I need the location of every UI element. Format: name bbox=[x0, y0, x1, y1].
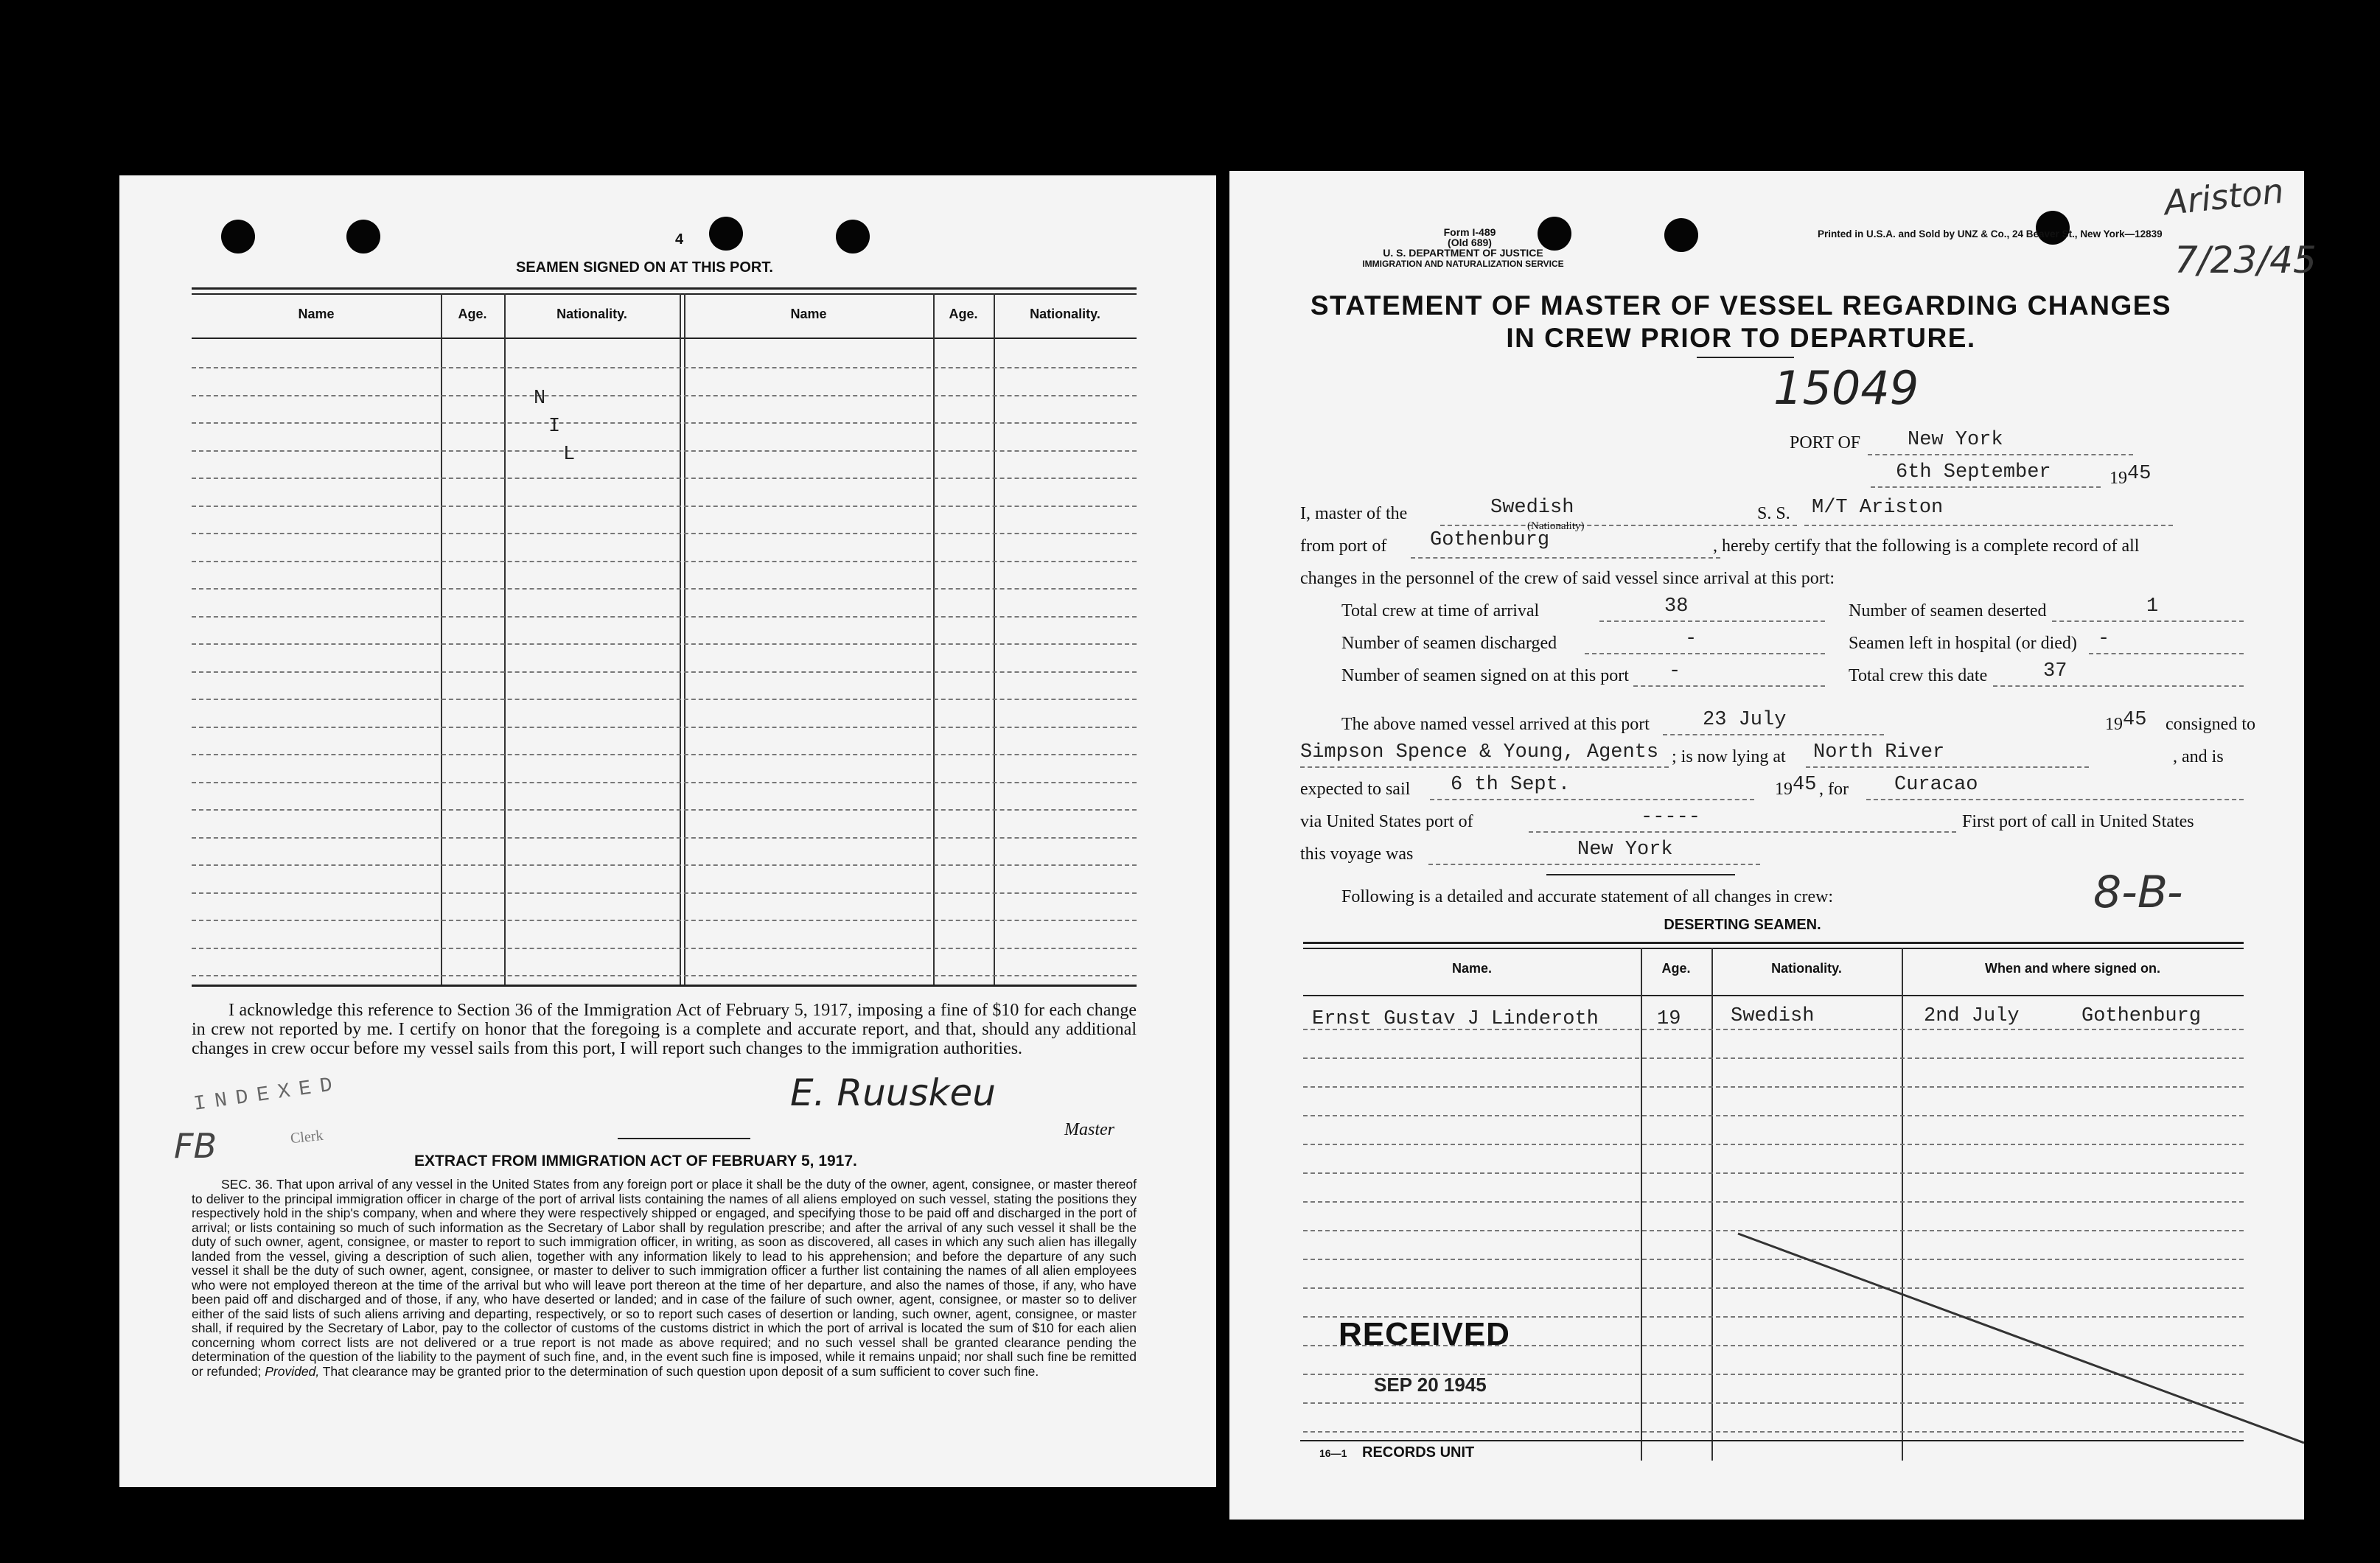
agents-value: Simpson Spence & Young, Agents bbox=[1300, 741, 1659, 763]
total-arrival-value: 38 bbox=[1664, 595, 1689, 618]
arrived-value: 23 July bbox=[1703, 709, 1787, 731]
deserter-nationality: Swedish bbox=[1731, 1005, 1815, 1027]
table-row-rule bbox=[192, 948, 1137, 949]
deserter-name: Ernst Gustav J Linderoth bbox=[1312, 1008, 1599, 1030]
sail-year: 45 bbox=[1793, 774, 1817, 796]
total-date-value: 37 bbox=[2043, 660, 2067, 682]
punch-hole bbox=[836, 220, 870, 253]
deserter-signed-place: Gothenburg bbox=[2081, 1005, 2202, 1027]
acknowledgement-text: I acknowledge this reference to Section 36 of the Immigration Act of February 5, 1917, imposing a fine of $10 for each change in crew not reported by me. I certify on honor that the foregoing is a complete and accurate report, and that, should any additional changes in crew occur before my vessel sails from this port, I will report such changes to the immigration authorities. bbox=[192, 1001, 1137, 1058]
records-unit-stamp: RECORDS UNIT bbox=[1362, 1444, 1475, 1461]
date-value: 6th September bbox=[1896, 461, 2051, 483]
right-page: Form I-489 (Old 689) U. S. DEPARTMENT OF JUSTICE IMMIGRATION AND NATURALIZATION SERVICE Printed in U.S.A. and Sold by UNZ & Co., 24 Beaver St., New York—12839 Ariston 7/23/45 STATEMENT OF MASTER OF VESSEL REGARDING CHANGES IN CREW PRIOR TO DEPARTURE. 15049 PORT OF New York 6th September 19 45 I, master of the Swedish (Nationality) S. S. M/T Ariston from port of Gothenburg , hereby certify that the following is a complete record of all changes in the personnel of the crew of said vessel since arrival at this port: Total crew at time of arrival 38 Number of seamen deserted 1 Number of seamen discharged - Seamen left in hospital (or died) - Number of seamen signed on at this port - Total crew this date 37 The above named vessel arrived at this port 23 July 19 45 consigned to Simpson Spence & Young, Agents ; is now lying at North River , and is expected to sail 6 th Sept. 19 45 , for Curacao via United States port of ----- First port of call in United States this voyage was New York Following is a detailed and accurate statement of all changes in crew: 8-B- DESERTING SEAMEN. Name. Age. Nationality. When and where signed on. Ernst Gustav J Linderoth 19 Swedish 2nd July Gothenburg RECEIVED SEP 20 1945 16—1 RECORDS UNIT bbox=[1229, 171, 2304, 1520]
hospital-value: - bbox=[2098, 628, 2110, 650]
handwritten-number: 15049 bbox=[1773, 361, 1919, 415]
table-row-rule bbox=[192, 671, 1137, 673]
col-nationality-header: Nationality. bbox=[556, 307, 627, 321]
received-date-stamp: SEP 20 1945 bbox=[1374, 1374, 1487, 1396]
punch-hole bbox=[709, 217, 743, 251]
table-row-rule bbox=[192, 920, 1137, 921]
printer-line: Printed in U.S.A. and Sold by UNZ & Co., 24 Beaver St., New York—12839 bbox=[1818, 228, 2163, 239]
table-row-rule bbox=[192, 422, 1137, 424]
master-signature: E. Ruuskeu bbox=[790, 1071, 996, 1114]
arrived-year: 45 bbox=[2123, 709, 2147, 731]
ship-name-value: M/T Ariston bbox=[1812, 497, 1944, 519]
master-of-label: I, master of the bbox=[1300, 504, 1408, 523]
form-title: STATEMENT OF MASTER OF VESSEL REGARDING CHANGES bbox=[1310, 290, 2172, 321]
col-nationality-header: Nationality. bbox=[1030, 307, 1100, 321]
signed-on-value: - bbox=[1669, 660, 1681, 682]
from-port-value: Gothenburg bbox=[1430, 529, 1550, 551]
nationality-value: Swedish bbox=[1490, 497, 1574, 519]
extract-title: EXTRACT FROM IMMIGRATION ACT OF FEBRUARY 5, 1917. bbox=[414, 1153, 857, 1169]
discharged-value: - bbox=[1685, 628, 1697, 650]
deserter-age: 19 bbox=[1657, 1008, 1681, 1030]
nil-letter: L bbox=[563, 444, 576, 466]
table-row-rule bbox=[192, 643, 1137, 645]
department-header: U. S. DEPARTMENT OF JUSTICE IMMIGRATION AND NATURALIZATION SERVICE bbox=[1362, 247, 1564, 269]
deserted-value: 1 bbox=[2146, 595, 2159, 618]
table-row-rule bbox=[192, 478, 1137, 479]
handwritten-ship-name: Ariston bbox=[2162, 170, 2286, 223]
col-age-header: Age. bbox=[1661, 961, 1691, 976]
for-value: Curacao bbox=[1894, 774, 1978, 796]
date-year: 45 bbox=[2127, 463, 2152, 485]
table-row-rule bbox=[192, 561, 1137, 562]
stamp-initials: FB bbox=[174, 1126, 217, 1166]
deserting-title: DESERTING SEAMEN. bbox=[1664, 917, 1821, 933]
punch-hole bbox=[346, 220, 380, 253]
form-title-line2: IN CREW PRIOR TO DEPARTURE. bbox=[1506, 323, 1976, 353]
nil-letter: I bbox=[548, 416, 561, 438]
col-nationality-header: Nationality. bbox=[1771, 961, 1842, 976]
col-name-header: Name. bbox=[1451, 961, 1493, 976]
handwritten-code: 8-B- bbox=[2093, 867, 2183, 918]
from-port-label: from port of bbox=[1300, 536, 1387, 556]
table-row-rule bbox=[192, 727, 1137, 728]
col-age-header: Age. bbox=[458, 307, 487, 321]
handwritten-date: 7/23/45 bbox=[2174, 239, 2317, 282]
col-age-header: Age. bbox=[949, 307, 978, 321]
col-signed-on-header: When and where signed on. bbox=[1984, 961, 2161, 976]
voyage-value: New York bbox=[1577, 839, 1673, 861]
lying-value: North River bbox=[1813, 741, 1945, 763]
table-row-rule bbox=[192, 616, 1137, 618]
footer-code: 16—1 bbox=[1319, 1447, 1347, 1459]
port-label: PORT OF bbox=[1790, 433, 1861, 452]
punch-hole bbox=[221, 220, 255, 253]
table-row-rule bbox=[192, 754, 1137, 755]
section-title: SEAMEN SIGNED ON AT THIS PORT. bbox=[516, 259, 773, 276]
table-row-rule bbox=[192, 864, 1137, 866]
table-row-rule bbox=[192, 892, 1137, 894]
table-row-rule bbox=[192, 699, 1137, 700]
table-row-rule bbox=[192, 450, 1137, 452]
table-row-rule bbox=[192, 782, 1137, 783]
form-header: Form I-489 (Old 689) bbox=[1443, 226, 1496, 248]
table-row-rule bbox=[192, 588, 1137, 590]
expected-value: 6 th Sept. bbox=[1451, 774, 1571, 796]
port-value: New York bbox=[1908, 429, 2003, 451]
nil-letter: N bbox=[534, 388, 546, 410]
indexed-stamp: INDEXED bbox=[192, 1073, 343, 1116]
col-name-header: Name bbox=[298, 307, 335, 321]
clerk-label: Clerk bbox=[289, 1127, 324, 1147]
deserter-signed-date: 2nd July bbox=[1924, 1005, 2020, 1027]
page-number: 4 bbox=[675, 231, 684, 248]
table-row-rule bbox=[192, 533, 1137, 534]
table-row-rule bbox=[192, 506, 1137, 507]
table-row-rule bbox=[192, 837, 1137, 839]
table-row-rule bbox=[192, 975, 1137, 976]
col-name-header: Name bbox=[790, 307, 827, 321]
left-page bbox=[119, 175, 1216, 1487]
table-row-rule bbox=[192, 367, 1137, 368]
via-value: ----- bbox=[1641, 806, 1701, 828]
table-row-rule bbox=[192, 395, 1137, 396]
received-stamp: RECEIVED bbox=[1339, 1316, 1510, 1352]
section-36-text: SEC. 36. That upon arrival of any vessel in the United States from any foreign port or place it shall be the duty of the owner, agent, consignee, or master thereof to deliver to the principal immigration officer in charge of the port of arrival lists containing the names of all aliens employed on such vessel, stating the positions they respectively hold in the ship's company, when and where they were respectively shipped or engaged, and specifying those to be paid off and discharged in the port of arrival; or lists containing so much of such information as the Secretary of Labor shall by regulation prescribe; and after the arrival of any such vessel it shall be the duty of such owner, agent, consignee, or master to report to such immigration officer, in writing, as soon as discovered, all cases in which any such alien has illegally landed from the vessel, giving a description of such alien, together with any information likely to lead to his apprehension; and before the departure of any such vessel it shall be the duty of such owner, agent, consignee, or master to deliver to such immigration officer a further list containing the names of all alien employees who were not employed thereon at the time of the arrival but who will leave port thereon at the time of her departure, and also the names of those, if any, who have been paid off and discharged and of those, if any, who have deserted or landed; and in case of the failure of such owner, agent, consignee, or master so to deliver either of the said lists of such aliens arriving and departing, respectively, or so to report such cases of desertion or landing, such owner, agent, consignee, or master shall, if required by the Secretary of Labor, pay to the collector of customs of the customs district in which the port of arrival is located the sum of $10 for each alien concerning whom correct lists are not delivered or a true report is not made as above required; and no such vessel shall be granted clearance pending the determination of the question of the liability to the payment of such fine, and, in the event such fine is imposed, while it remains unpaid; nor shall such fine be remitted or refunded; Provided, That clearance may be granted prior to the determination of such question upon deposit of a sum sufficient to cover such fine. bbox=[192, 1177, 1137, 1379]
table-row-rule bbox=[192, 809, 1137, 811]
master-label: Master bbox=[1064, 1120, 1114, 1139]
